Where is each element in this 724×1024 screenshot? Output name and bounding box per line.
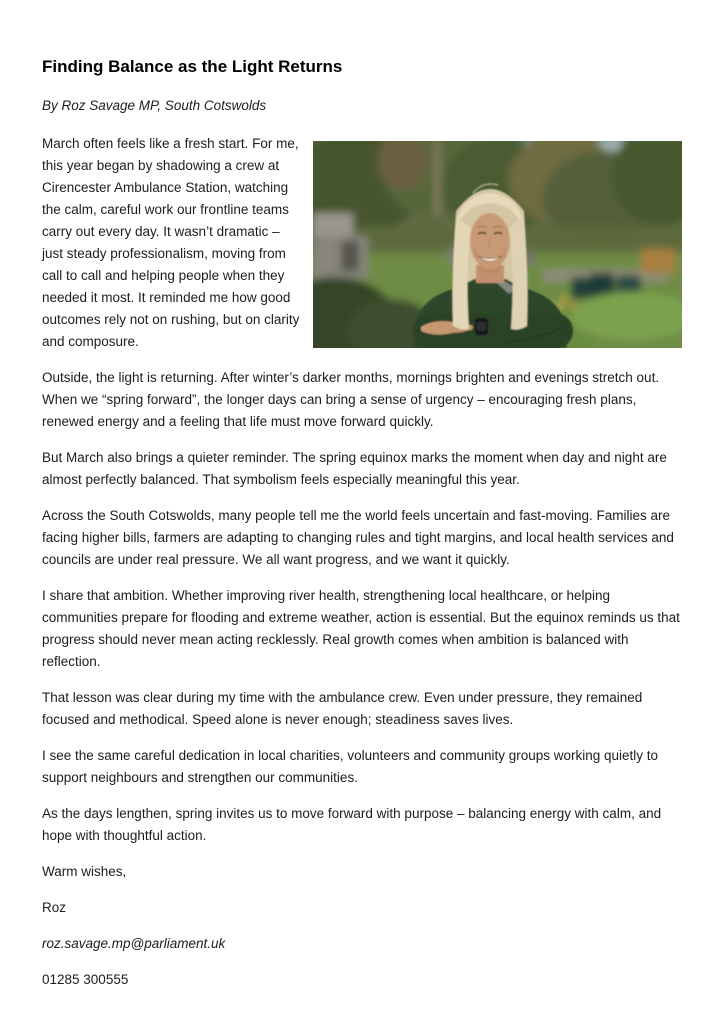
page-title: Finding Balance as the Light Returns bbox=[42, 57, 343, 76]
portrait-photo bbox=[313, 141, 682, 348]
signature-name: Roz bbox=[42, 900, 67, 915]
signoff-line: Warm wishes, bbox=[42, 864, 127, 879]
contact-email: roz.savage.mp@parliament.uk bbox=[42, 936, 226, 951]
paragraph-5: I share that ambition. Whether improving river health, strengthening local healthcare, or helping communities prepare for flooding and extreme weather, action is essential. But the equinox reminds us that progress should never mean acting recklessly. Real growth comes when ambition is balanced with reflection. bbox=[42, 588, 680, 669]
paragraph-1: March often feels like a fresh start. For me, this year began by shadowing a crew at Cirencester Ambulance Station, watching the calm, careful work our frontline teams carry out every day. It wasn’t dramatic – just steady professionalism, moving from call to call and helping people when they needed it most. It reminded me how good outcomes rely not on rushing, but on clarity and composure. bbox=[42, 136, 300, 349]
photo-shed bbox=[313, 236, 368, 278]
portrait-photo-illustration bbox=[313, 141, 682, 348]
paragraph-8: As the days lengthen, spring invites us to move forward with purpose – balancing energy with calm, and hope with thoughtful action. bbox=[42, 806, 662, 843]
photo-watch-face bbox=[477, 322, 486, 331]
paragraph-4: Across the South Cotswolds, many people tell me the world feels uncertain and fast-moving. Families are facing higher bills, farmers are adapting to changing rules and tight margins, and local health services and councils are under real pressure. We all want progress, and we want it quickly. bbox=[42, 508, 674, 567]
paragraph-6: That lesson was clear during my time with the ambulance crew. Even under pressure, they remained focused and methodical. Speed alone is never enough; steadiness saves lives. bbox=[42, 690, 643, 727]
photo-water-butt bbox=[571, 277, 589, 299]
photo-shed-door bbox=[341, 241, 359, 271]
contact-phone: 01285 300555 bbox=[42, 972, 129, 987]
photo-pole bbox=[435, 141, 440, 216]
article-body bbox=[42, 133, 682, 991]
paragraph-3: But March also brings a quieter reminder. The spring equinox marks the moment when day and night are almost perfectly balanced. That symbolism feels especially meaningful this year. bbox=[42, 450, 667, 487]
photo-wooden-crate bbox=[641, 249, 675, 273]
paragraph-7: I see the same careful dedication in local charities, volunteers and community groups working quietly to support neighbours and strengthen our communities. bbox=[42, 748, 659, 785]
byline: By Roz Savage MP, South Cotswolds bbox=[42, 98, 267, 113]
paragraph-2: Outside, the light is returning. After winter’s darker months, mornings brighten and evenings stretch out. When we “spring forward”, the longer days can bring a sense of urgency – encouraging fresh plans, renewed energy and a feeling that life must move forward quickly. bbox=[42, 370, 660, 429]
